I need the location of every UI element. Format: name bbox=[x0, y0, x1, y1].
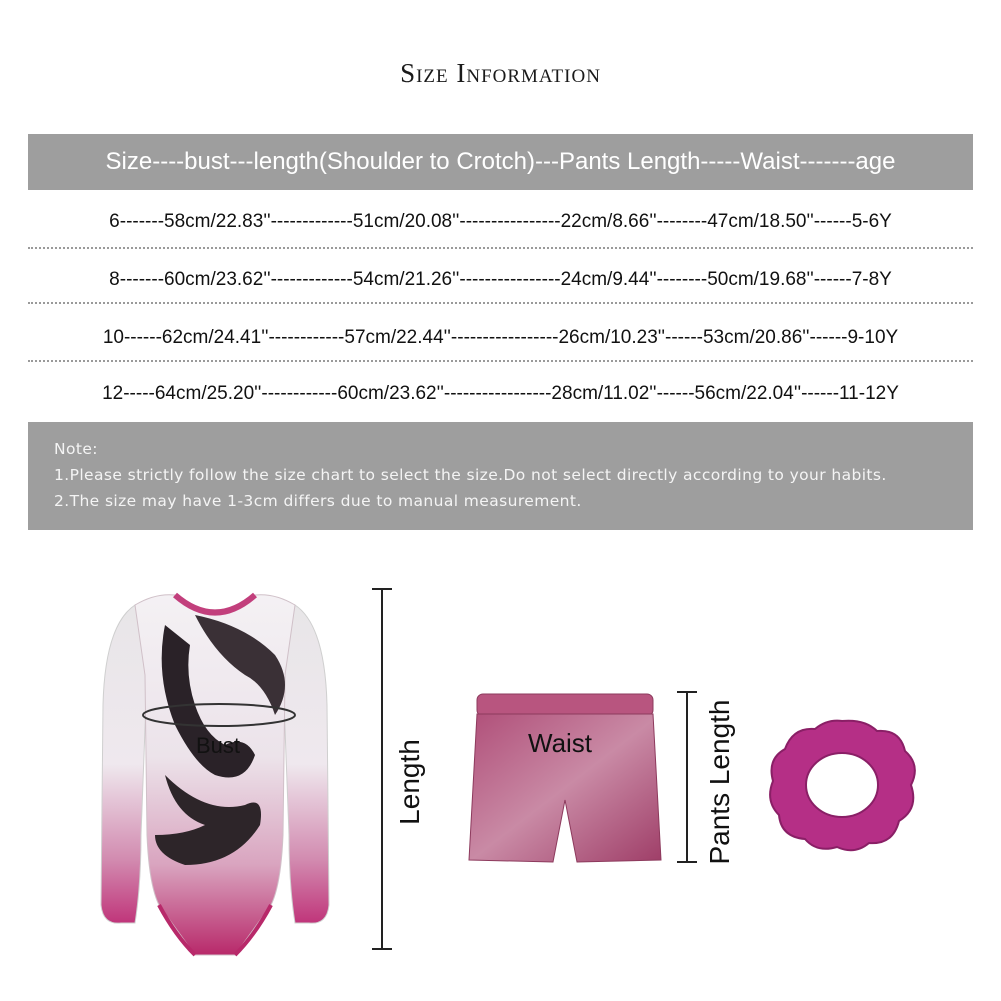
scrunchie-image bbox=[765, 715, 920, 855]
leotard-image bbox=[95, 585, 335, 965]
table-row: 10------62cm/24.41''------------57cm/22.44''-----------------26cm/10.23''------53cm/20.86''------9-10Y bbox=[102, 327, 899, 348]
table-row: 6-------58cm/22.83''-------------51cm/20.08''----------------22cm/8.66''--------47cm/18.50''------5-6Y bbox=[109, 211, 892, 232]
shorts-image bbox=[465, 690, 665, 865]
length-measure-line bbox=[370, 585, 394, 955]
row-divider bbox=[28, 247, 973, 249]
note-line-2: 2.The size may have 1-3cm differs due to manual measurement. bbox=[54, 492, 582, 510]
note-box bbox=[28, 422, 973, 530]
page-title: Size Information bbox=[400, 58, 601, 88]
row-divider bbox=[28, 302, 973, 304]
row-divider bbox=[28, 360, 973, 362]
waist-label: Waist bbox=[528, 728, 593, 758]
table-row: 12-----64cm/25.20''------------60cm/23.62''-----------------28cm/11.02''------56cm/22.04''------11-12Y bbox=[102, 383, 899, 404]
pants-length-measure-line bbox=[675, 690, 699, 865]
length-label: Length bbox=[394, 739, 425, 825]
bust-label: Bust bbox=[196, 733, 241, 758]
note-line-1: 1.Please strictly follow the size chart to select the size.Do not select directly according to your habits. bbox=[54, 466, 887, 484]
table-row: 8-------60cm/23.62''-------------54cm/21.26''----------------24cm/9.44''--------50cm/19.68''------7-8Y bbox=[109, 269, 892, 290]
note-heading: Note: bbox=[54, 440, 98, 458]
size-table-header: Size----bust---length(Shoulder to Crotch)---Pants Length-----Waist-------age bbox=[28, 134, 973, 190]
pants-length-label: Pants Length bbox=[704, 699, 735, 865]
